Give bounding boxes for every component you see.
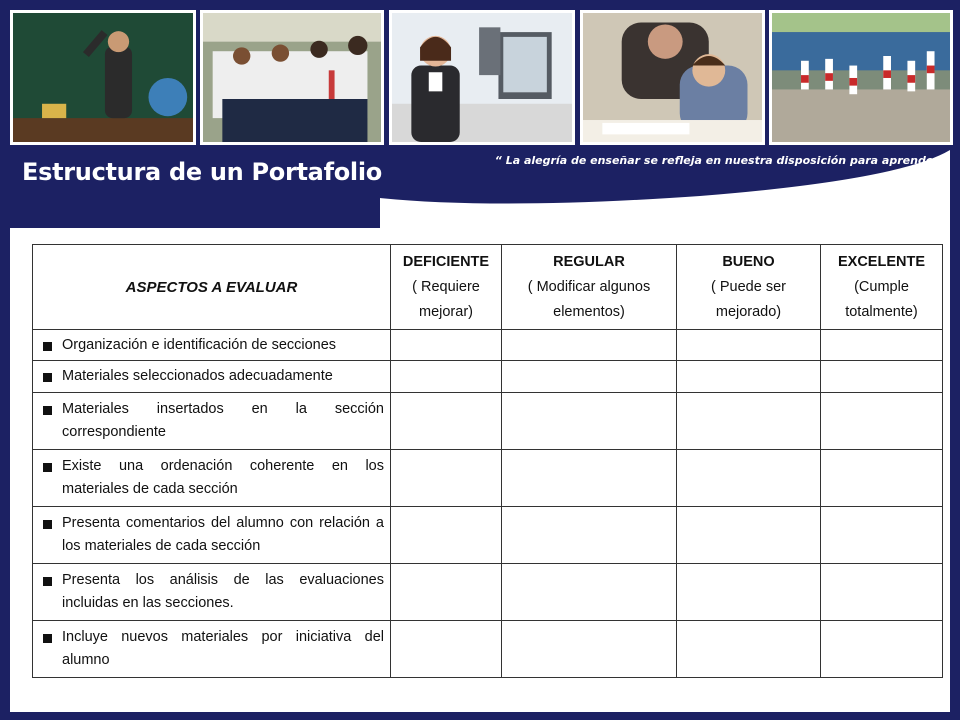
criterion-text: Materiales seleccionados adecuadamente <box>62 368 333 384</box>
rating-cell[interactable] <box>502 507 677 564</box>
rating-cell[interactable] <box>502 450 677 507</box>
table-header-row <box>33 245 943 330</box>
rating-cell[interactable] <box>391 330 502 361</box>
rating-cell[interactable] <box>821 330 943 361</box>
page-title: Estructura de un Portafolio <box>22 158 382 186</box>
level-name: BUENO <box>722 253 775 270</box>
square-bullet-icon <box>43 463 52 472</box>
rating-cell[interactable] <box>502 361 677 393</box>
table-row <box>33 393 943 450</box>
square-bullet-icon <box>43 406 52 415</box>
criterion-cell <box>33 361 391 393</box>
table-row <box>33 330 943 361</box>
aspects-header: ASPECTOS A EVALUAR <box>33 245 391 330</box>
rating-cell[interactable] <box>391 450 502 507</box>
sports-court-photo <box>769 10 953 145</box>
level-header <box>821 245 943 330</box>
rating-cell[interactable] <box>502 330 677 361</box>
rating-cell[interactable] <box>502 564 677 621</box>
criterion-text: Incluye nuevos materiales por iniciativa del alumno <box>62 629 384 668</box>
teacher-globe-photo <box>10 10 196 145</box>
table-row <box>33 361 943 393</box>
rating-cell[interactable] <box>391 361 502 393</box>
rating-cell[interactable] <box>502 621 677 678</box>
criterion-cell <box>33 621 391 678</box>
rating-cell[interactable] <box>677 564 821 621</box>
rating-cell[interactable] <box>821 507 943 564</box>
rating-cell[interactable] <box>821 450 943 507</box>
square-bullet-icon <box>43 520 52 529</box>
square-bullet-icon <box>43 342 52 351</box>
square-bullet-icon <box>43 634 52 643</box>
level-description: ( Modificar algunos elementos) <box>527 278 651 320</box>
rating-cell[interactable] <box>677 621 821 678</box>
rating-cell[interactable] <box>821 621 943 678</box>
table-row <box>33 621 943 678</box>
evaluation-table-container <box>32 244 942 678</box>
evaluation-table <box>32 244 943 678</box>
level-name: REGULAR <box>553 253 625 270</box>
rating-cell[interactable] <box>677 330 821 361</box>
teacher-child-writing-photo <box>580 10 765 145</box>
level-header <box>502 245 677 330</box>
level-header <box>677 245 821 330</box>
table-row <box>33 507 943 564</box>
criterion-text: Organización e identificación de secciones <box>62 336 337 353</box>
criterion-cell <box>33 450 391 507</box>
table-row <box>33 450 943 507</box>
level-name: DEFICIENTE <box>402 253 490 270</box>
level-description: ( Puede ser mejorado) <box>711 278 786 320</box>
computer-lab-photo <box>389 10 575 145</box>
rating-cell[interactable] <box>391 393 502 450</box>
rating-cell[interactable] <box>391 564 502 621</box>
criterion-cell <box>33 507 391 564</box>
rating-cell[interactable] <box>502 393 677 450</box>
square-bullet-icon <box>43 373 52 382</box>
level-name: EXCELENTE <box>837 253 925 270</box>
criterion-cell <box>33 564 391 621</box>
rating-cell[interactable] <box>391 621 502 678</box>
criterion-cell <box>33 393 391 450</box>
square-bullet-icon <box>43 577 52 586</box>
rating-cell[interactable] <box>677 393 821 450</box>
rating-cell[interactable] <box>677 450 821 507</box>
motto-quote: “ La alegría de enseñar se refleja en nuestra disposición para aprender” <box>494 154 946 167</box>
rating-cell[interactable] <box>677 361 821 393</box>
criterion-text: Presenta los análisis de las evaluaciones incluidas en las secciones. <box>62 572 384 611</box>
rating-cell[interactable] <box>821 393 943 450</box>
criterion-text: Materiales insertados en la sección correspondiente <box>62 401 384 440</box>
rating-cell[interactable] <box>821 564 943 621</box>
students-seated-photo <box>200 10 384 145</box>
level-description: ( Requiere mejorar) <box>412 278 480 320</box>
criterion-text: Existe una ordenación coherente en los materiales de cada sección <box>62 458 384 497</box>
table-row <box>33 564 943 621</box>
level-description: (Cumple totalmente) <box>845 278 918 320</box>
level-header <box>391 245 502 330</box>
rating-cell[interactable] <box>677 507 821 564</box>
rating-cell[interactable] <box>391 507 502 564</box>
criterion-cell <box>33 330 391 361</box>
rating-cell[interactable] <box>821 361 943 393</box>
criterion-text: Presenta comentarios del alumno con relación a los materiales de cada sección <box>62 515 384 554</box>
